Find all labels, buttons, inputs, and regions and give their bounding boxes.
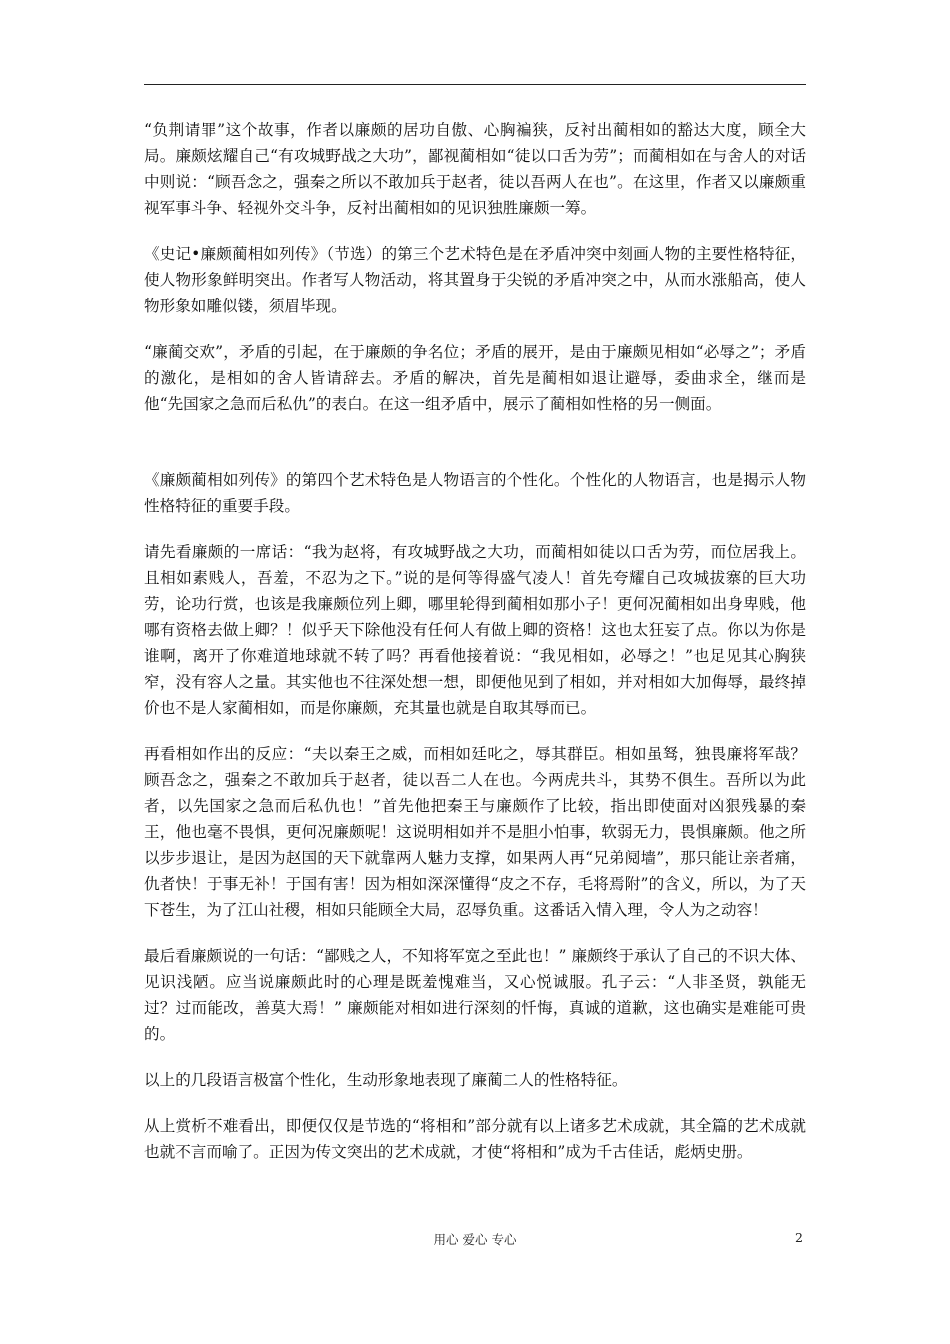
paragraph: 再看相如作出的反应：“夫以秦王之威，而相如廷叱之，辱其群臣。相如虽驽，独畏廉将军哉？顾吾念之，强秦之不敢加兵于赵者，徒以吾二人在也。今两虎共斗，其势不俱生。吾所以为此者，以先国家之急而后私仇也！”首先他把秦王与廉颇作了比较，指出即使面对凶狠残暴的秦王，他也毫不畏惧，更何况廉颇呢！这说明相如并不是胆小怕事，软弱无力，畏惧廉颇。他之所以步步退让，是因为赵国的天下就靠两人魅力支撑，如果两人再“兄弟阋墙”，那只能让亲者痛，仇者快！于事无补！于国有害！因为相如深深懂得“皮之不存，毛将焉附”的含义，所以，为了天下苍生，为了江山社稷，相如只能顾全大局，忍辱负重。这番话入情入理，令人为之动容！ [144,745,806,919]
paragraph: 请先看廉颇的一席话：“我为赵将，有攻城野战之大功，而蔺相如徒以口舌为劳，而位居我上。且相如素贱人，吾羞，不忍为之下。”说的是何等得盛气凌人！首先夸耀自己攻城拔寨的巨大功劳，论功行赏，也该是我廉颇位列上卿，哪里轮得到蔺相如那小子！更何况蔺相如出身卑贱，他哪有资格去做上卿？！似乎天下除他没有任何人有做上卿的资格！这也太狂妄了点。你以为你是谁啊，离开了你难道地球就不转了吗？再看他接着说：“我见相如，必辱之！”也足见其心胸狭窄，没有容人之量。其实他也不往深处想一想，即便他见到了相如，并对相如大加侮辱，最终掉价也不是人家蔺相如，而是你廉颇，充其量也就是自取其辱而已。 [144,543,806,717]
paragraph: 以上的几段语言极富个性化，生动形象地表现了廉蔺二人的性格特征。 [144,1071,628,1089]
header-rule [144,84,806,85]
page-number: 2 [795,1230,803,1245]
footer-text: 用心 爱心 专心 [433,1232,517,1247]
paragraph: 从上赏析不难看出，即便仅仅是节选的“将相和”部分就有以上诸多艺术成就，其全篇的艺术成就也就不言而喻了。正因为传文突出的艺术成就，才使“将相和”成为千古佳话，彪炳史册。 [144,1117,806,1161]
paragraph: 《史记•廉颇蔺相如列传》（节选）的第三个艺术特色是在矛盾冲突中刻画人物的主要性格特征，使人物形象鲜明突出。作者写人物活动，将其置身于尖锐的矛盾冲突之中，从而水涨船高，使人物形象如雕似镂，须眉毕现。 [144,245,806,315]
document-body [144,117,806,1165]
paragraph: “廉蔺交欢”，矛盾的引起，在于廉颇的争名位；矛盾的展开，是由于廉颇见相如“必辱之”；矛盾的激化，是相如的舍人皆请辞去。矛盾的解决，首先是蔺相如退让避辱，委曲求全，继而是他“先国家之急而后私仇”的表白。在这一组矛盾中，展示了蔺相如性格的另一侧面。 [144,343,806,413]
paragraph: “负荆请罪”这个故事，作者以廉颇的居功自傲、心胸褊狭，反衬出蔺相如的豁达大度，顾全大局。廉颇炫耀自己“有攻城野战之大功”，鄙视蔺相如“徒以口舌为劳”；而蔺相如在与舍人的对话中则说：“顾吾念之，强秦之所以不敢加兵于赵者，徒以吾两人在也”。在这里，作者又以廉颇重视军事斗争、轻视外交斗争，反衬出蔺相如的见识独胜廉颇一筹。 [144,121,806,217]
paragraph: 最后看廉颇说的一句话：“鄙贱之人，不知将军宽之至此也！” 廉颇终于承认了自己的不识大体、见识浅陋。应当说廉颇此时的心理是既羞愧难当，又心悦诚服。孔子云：“人非圣贤，孰能无过？过而能改，善莫大焉！” 廉颇能对相如进行深刻的忏悔，真诚的道歉，这也确实是难能可贵的。 [144,947,806,1043]
paragraph: 《廉颇蔺相如列传》的第四个艺术特色是人物语言的个性化。个性化的人物语言，也是揭示人物性格特征的重要手段。 [144,471,806,515]
